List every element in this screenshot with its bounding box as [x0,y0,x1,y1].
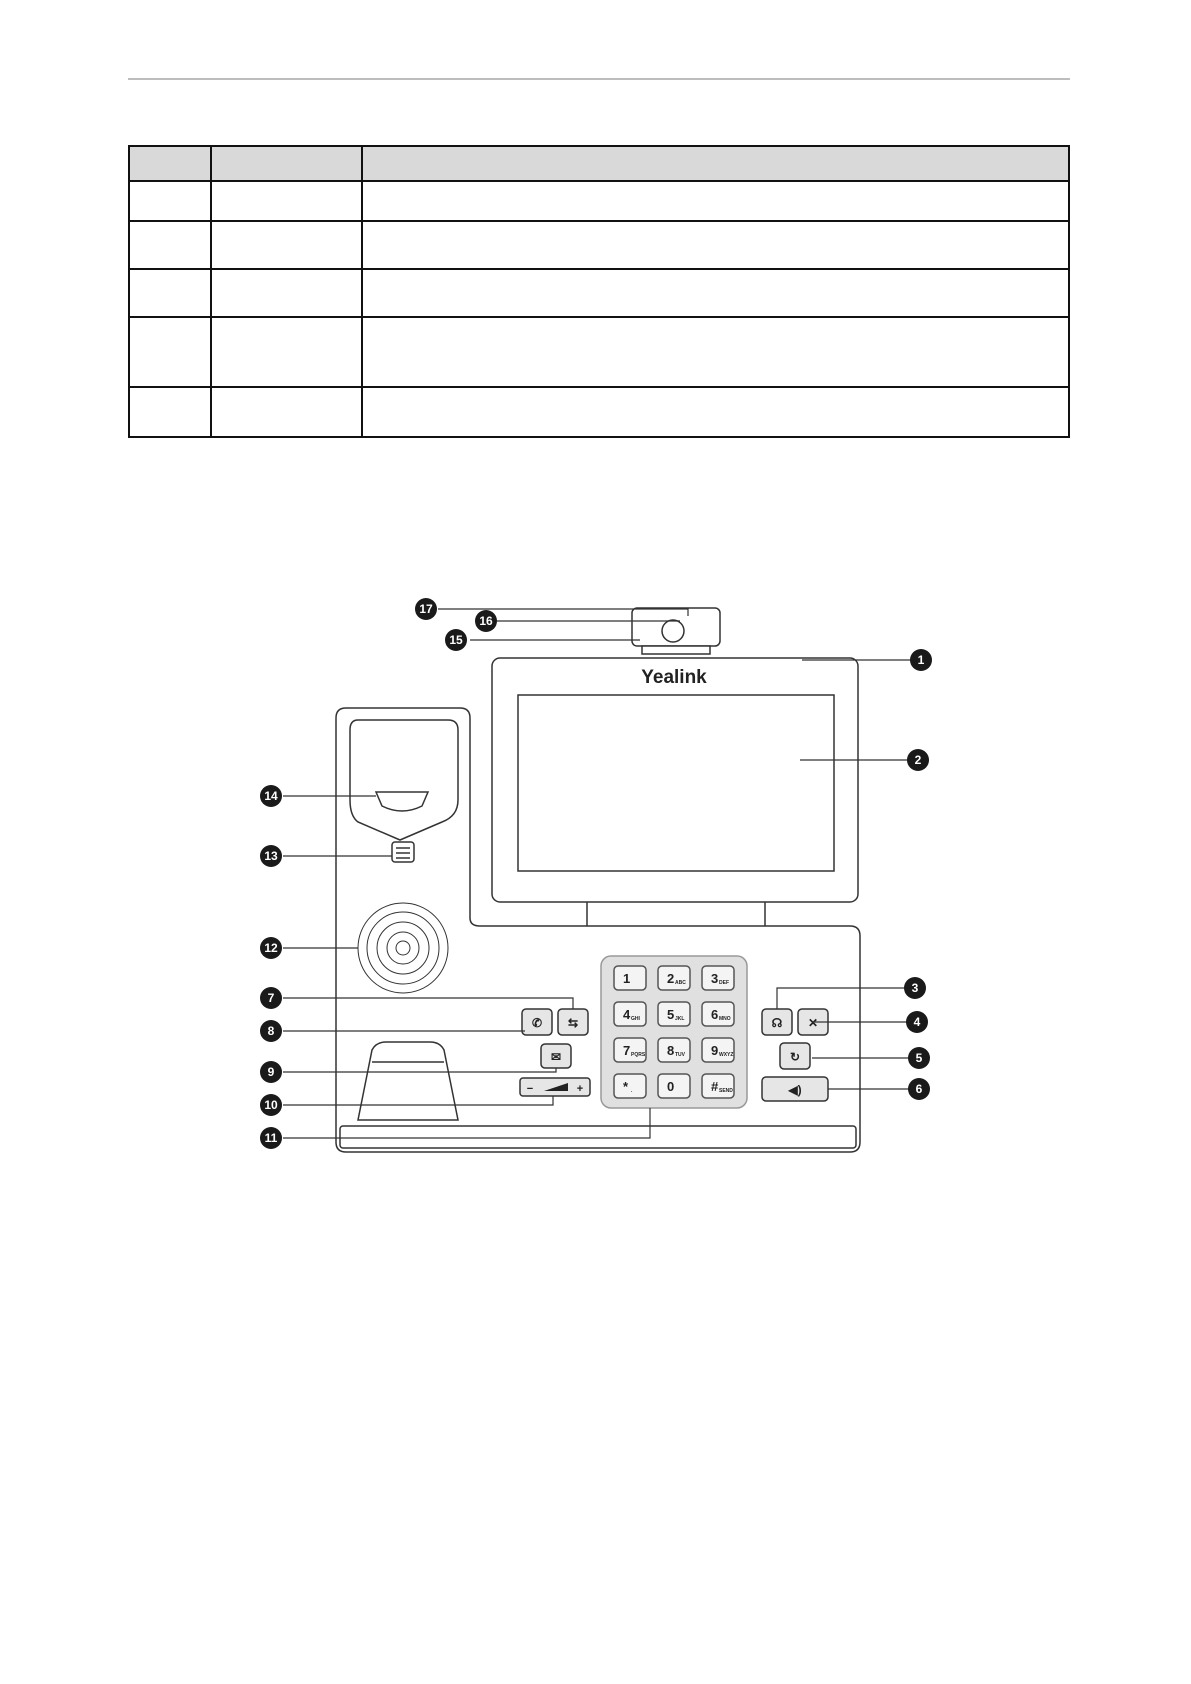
keypad-digit: 6 [711,1007,719,1022]
keypad-digit: 7 [623,1043,631,1058]
handset-cradle [358,1042,458,1120]
camera [632,608,720,654]
keypad-digit: 3 [711,971,719,986]
keypad-letters: . [631,1088,633,1094]
hold-icon: ✆ [531,1016,543,1030]
callout-number: 11 [264,1131,278,1145]
keypad [601,956,747,1108]
mute-icon: ✕ [807,1016,819,1030]
speaker-icon: ◀) [788,1083,802,1097]
keypad-letters: GHI [631,1016,640,1022]
keypad-digit: 8 [667,1043,675,1058]
callout-number: 16 [479,614,493,628]
callout-number: 1 [917,653,925,667]
volume-plus-label: + [576,1083,584,1095]
brand-logo: Yealink [641,667,707,688]
callout-number: 8 [267,1024,275,1038]
callout-number: 15 [449,633,463,647]
redial-icon: ↻ [789,1050,801,1064]
envelope-icon: ✉ [550,1050,562,1064]
callout-number: 9 [267,1065,275,1079]
keypad-letters: SEND [719,1088,733,1094]
callout-number: 17 [419,602,433,616]
callout-number: 4 [913,1015,921,1029]
callout-number: 7 [267,991,275,1005]
keypad-digit: 4 [623,1007,631,1022]
keypad-digit: 5 [667,1007,675,1022]
keypad-letters: MNO [719,1016,731,1022]
keypad-letters: TUV [675,1052,685,1058]
keypad-letters: PQRS [631,1052,646,1058]
keypad-digit: # [711,1079,719,1094]
callout-number: 12 [264,941,278,955]
keypad-letters: ABC [675,980,686,986]
transfer-icon: ⇆ [567,1016,579,1030]
callout-number: 6 [915,1082,923,1096]
keypad-digit: 2 [667,971,675,986]
keypad-digit: 1 [623,971,631,986]
callout-number: 3 [911,981,919,995]
callout-number: 10 [264,1098,278,1112]
headset-icon: ☊ [771,1016,783,1030]
keypad-digit: 0 [667,1079,675,1094]
keypad-digit: 9 [711,1043,719,1058]
touch-screen-unit [492,658,858,926]
keypad-key[interactable] [614,1074,646,1098]
keypad-letters: JKL [675,1016,685,1022]
callout-number: 13 [264,849,278,863]
keypad-letters: DEF [719,980,729,986]
callout-number: 14 [264,789,278,803]
volume-minus-label: − [526,1083,534,1095]
callout-number: 5 [915,1051,923,1065]
keypad-letters: WXYZ [719,1052,734,1058]
callout-number: 2 [914,753,922,767]
keypad-digit: * [623,1079,629,1094]
